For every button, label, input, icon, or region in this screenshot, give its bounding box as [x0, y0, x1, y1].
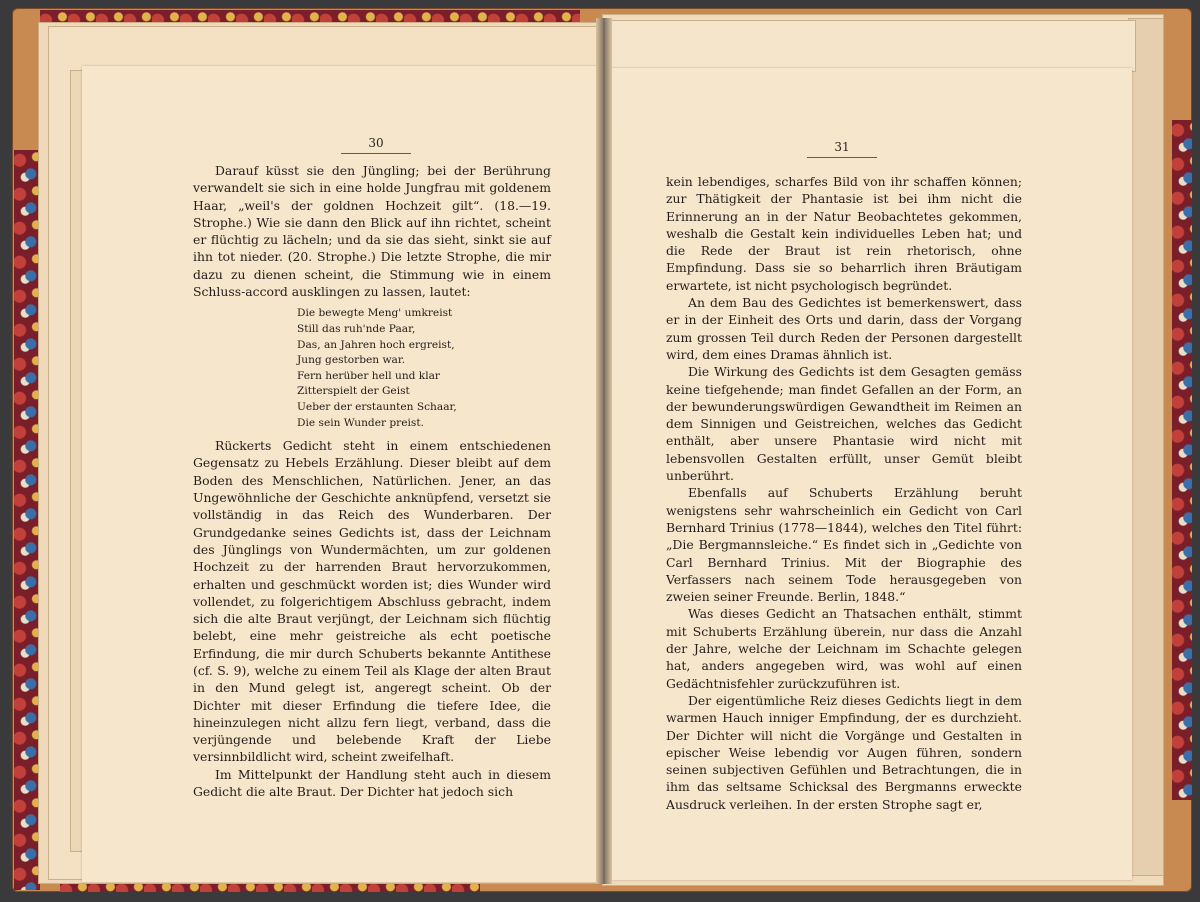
left-page-body — [193, 162, 551, 800]
page-edges-right — [1128, 18, 1164, 876]
marbled-endpaper-left — [14, 150, 40, 890]
poem-block — [297, 306, 551, 431]
paragraph: Was dieses Gedicht an Thatsachen enthält, stimmt mit Schuberts Erzählung überein, nur dass die Anzahl der Jahre, welche der Leichnam im Schachte gelegen hat, anders angegeben wird, was wohl auf einen Gedächtnisfehler zurückzuführen ist. — [666, 606, 1022, 691]
paragraph: Der eigentümliche Reiz dieses Gedichts liegt in dem warmen Hauch inniger Empfindung, der es durchzieht. Der Dichter will nicht die Vorgänge und Gestalten in epischer Weise lebendig vor Augen führen, sondern seinen subjectiven Gefühlen und Betrachtungen, die in ihm das seltsame Schicksal des Bergmanns erweckte Ausdruck verleihen. In der ersten Strophe sagt er, — [666, 692, 1022, 812]
poem-line: Fern herüber hell und klar — [297, 369, 440, 382]
page-number-right-text: 31 — [834, 140, 850, 154]
paragraph: Die Wirkung des Gedichts ist dem Gesagten gemäss keine tiefgehende; man findet Gefallen an der Form, an der bewunderungswürdigen Gewandtheit im Reimen an dem Sinnigen und Geistreichen, welches das Gedicht enthält, aber unsere Phantasie wird nicht mit lebensvollen Gestalten erfüllt, unser Gemüt bleibt unberührt. — [666, 364, 1022, 484]
poem-line: Das, an Jahren hoch ergreist, — [297, 338, 455, 351]
poem-line: Ueber der erstaunten Schaar, — [297, 400, 457, 413]
page-number-left — [341, 136, 411, 154]
paragraph: Darauf küsst sie den Jüngling; bei der Berührung verwandelt sie sich in eine holde Jungfrau mit goldenem Haar, „weil's der goldnen Hochzeit gilt“. (18.—19. Strophe.) Wie sie dann den Blick auf ihn richtet, scheint er flüchtig zu lächeln; und da sie das sieht, sinkt sie auf ihn tot nieder. (20. Strophe.) Die letzte Strophe, die mir dazu zu dienen scheint, die Stimmung wie in einem Schluss-accord ausklingen zu lassen, lautet: — [193, 163, 551, 300]
paragraph: An dem Bau des Gedichtes ist bemerkenswert, dass er in der Einheit des Orts und darin, dass der Vorgang zum grossen Teil durch Reden der Personen dargestellt wird, dem eines Dramas ähnlich ist. — [666, 295, 1022, 362]
page-number-rule-left — [341, 153, 411, 154]
poem-line: Die bewegte Meng' umkreist — [297, 307, 453, 320]
page-number-rule-right — [807, 157, 877, 158]
paragraph: Im Mittelpunkt der Handlung steht auch in diesem Gedicht die alte Braut. Der Dichter hat jedoch sich — [193, 766, 551, 800]
poem-line: Jung gestorben war. — [297, 354, 406, 367]
page-number-right — [807, 140, 877, 158]
marbled-endpaper-right — [1172, 120, 1192, 800]
right-page-body — [666, 173, 1022, 813]
paragraph: Rückerts Gedicht steht in einem entschiedenen Gegensatz zu Hebels Erzählung. Dieser bleibt auf dem Boden des Menschlichen, Natürlichen. Jener, an das Ungewöhnliche der Geschichte anknüpfend, versetzt sie vollständig in das Reich des Wunderbaren. Der Grundgedanke seines Gedichts ist, dass der Leichnam des Jünglings von Wundermächten, um zur goldenen Hochzeit zu der harrenden Braut hervorzukommen, erhalten und geschmückt worden ist; dies Wunder wird vollendet, zu folgerichtigem Abschluss gebracht, indem sich die alte Braut verjüngt, der Leichnam sich flüchtig belebt, eine mehr geistreiche als echt poetische Erfindung, die mir durch Schuberts bekannte Antithese (cf. S. 9), welche zu einem Teil als Klage der alten Braut in den Mund gelegt ist, angeregt scheint. Ob der Dichter mit dieser Erfindung die tiefere Idee, die hineinzulegen nicht allzu fern liegt, verband, dass die verjüngende und belebende Kraft der Liebe versinnbildlicht wird, scheint zweifelhaft. — [193, 438, 551, 765]
book-gutter — [596, 18, 612, 884]
poem-line: Die sein Wunder preist. — [297, 416, 424, 429]
page-number-left-text: 30 — [368, 136, 384, 150]
poem-line: Zitterspielt der Geist — [297, 385, 410, 398]
paragraph: kein lebendiges, scharfes Bild von ihr schaffen können; zur Thätigkeit der Phantasie ist bei ihm nicht die Erinnerung an in der Natur Beobachtetes gekommen, weshalb die Gestalt kein individuelles Leben hat; und die Rede der Braut ist rein rhetorisch, ohne Empfindung. Dass sie so beharrlich ihren Bräutigam erwartete, ist nicht psychologisch begründet. — [666, 174, 1022, 293]
poem-line: Still das ruh'nde Paar, — [297, 322, 416, 335]
page-top-right — [604, 20, 1136, 72]
paragraph: Ebenfalls auf Schuberts Erzählung beruht wenigstens sehr wahrscheinlich ein Gedicht von Carl Bernhard Trinius (1778—1844), welches den Titel führt: „Die Bergmannsleiche.“ Es findet sich in „Gedichte von Carl Bernhard Trinius. Mit der Biographie des Verfassers nach seinem Tode herausgegeben von zweien seiner Freunde. Berlin, 1848.“ — [666, 485, 1022, 605]
